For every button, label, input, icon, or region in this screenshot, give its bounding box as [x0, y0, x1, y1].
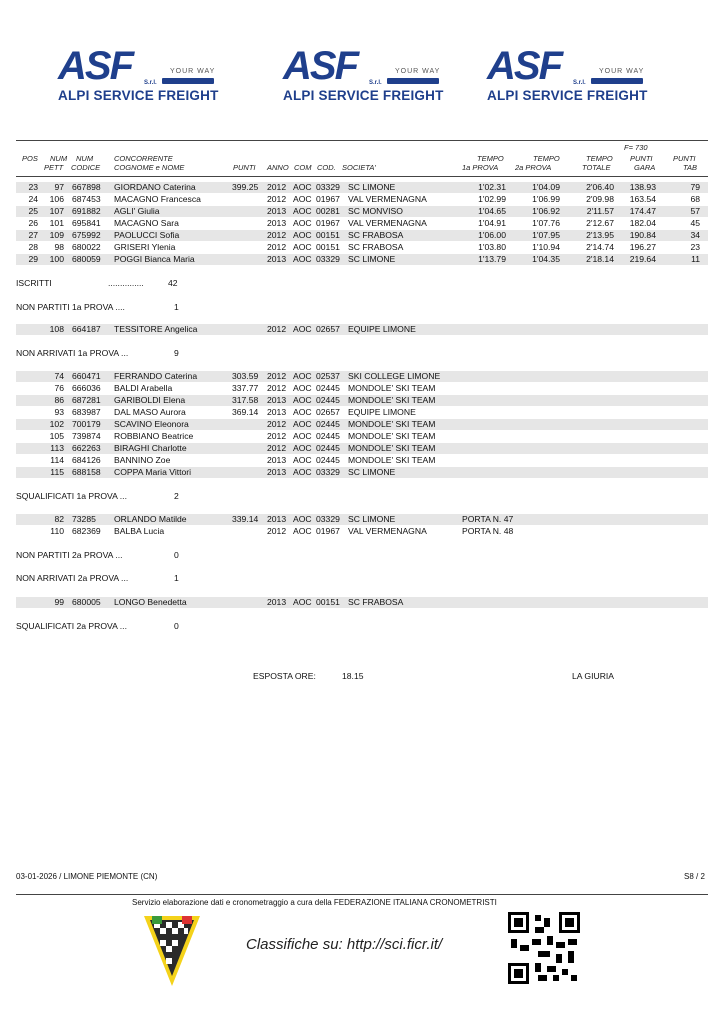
cell-com: AOC: [293, 324, 312, 334]
header-com: COM: [294, 163, 312, 172]
header-codice: CODICE: [71, 163, 101, 172]
cell-pos: 29: [28, 254, 38, 264]
cell-totale: 2'13.95: [586, 230, 614, 240]
cell-pett: 108: [49, 324, 64, 334]
cell-tab: 34: [690, 230, 700, 240]
cell-anno: 2013: [267, 395, 287, 405]
table-row: [16, 419, 708, 430]
cell-codice: 73285: [72, 514, 96, 524]
cell-cod: 01967: [316, 526, 340, 536]
logo-brand: ASF: [58, 44, 132, 88]
cell-societa: MONDOLE' SKI TEAM: [348, 443, 436, 453]
cell-pett: 110: [50, 526, 64, 536]
non-arrivati-2-count: 1: [174, 573, 179, 583]
cell-punti: 303.59: [232, 371, 259, 381]
cell-anno: 2012: [267, 242, 287, 252]
cell-gara: 190.84: [629, 230, 656, 240]
cell-cod: 02445: [316, 383, 340, 393]
cell-codice: 695841: [72, 218, 101, 228]
cell-societa: SC LIMONE: [348, 467, 396, 477]
cell-prova2: 1'06.99: [532, 194, 560, 204]
cell-com: AOC: [293, 218, 312, 228]
cell-nome: ROBBIANO Beatrice: [114, 431, 194, 441]
cell-tab: 11: [691, 254, 700, 264]
cell-nome: TESSITORE Angelica: [114, 324, 198, 334]
cell-anno: 2012: [267, 383, 287, 393]
non-partiti-1-line: [16, 302, 316, 314]
cell-codice: 660471: [72, 371, 101, 381]
table-row: [16, 407, 708, 418]
cell-nome: BALBA Lucia: [114, 526, 165, 536]
cell-anno: 2013: [267, 455, 287, 465]
cell-nome: ORLANDO Matilde: [114, 514, 187, 524]
cell-nome: POGGI Bianca Maria: [114, 254, 195, 264]
table-row: [16, 395, 708, 406]
header-societa: SOCIETA': [342, 163, 376, 172]
cell-nome: SCAVINO Eleonora: [114, 419, 189, 429]
cell-prova1: 1'06.00: [478, 230, 506, 240]
cell-societa: MONDOLE' SKI TEAM: [348, 395, 436, 405]
cell-pos: 24: [28, 194, 38, 204]
cell-cod: 03329: [316, 254, 340, 264]
header-bottom-rule: [16, 176, 708, 177]
cell-societa: SC FRABOSA: [348, 230, 404, 240]
cell-anno: 2013: [267, 206, 287, 216]
footer-page: S8 / 2: [684, 872, 705, 881]
cell-cod: 03329: [316, 182, 340, 192]
iscritti-label: ISCRITTI: [16, 278, 52, 288]
cell-societa: VAL VERMENAGNA: [348, 218, 427, 228]
cell-codice: 688158: [72, 467, 101, 477]
logo-srl: S.r.l.: [369, 80, 382, 86]
cell-nome: LONGO Benedetta: [114, 597, 187, 607]
cell-pos: 27: [28, 230, 38, 240]
table-row: [16, 230, 708, 241]
cell-pos: 23: [28, 182, 38, 192]
cell-prova1: 1'02.31: [478, 182, 506, 192]
header-prova1: 1a PROVA: [462, 163, 499, 172]
table-row: [16, 526, 708, 537]
cell-nome: DAL MASO Aurora: [114, 407, 186, 417]
esposta-time: 18.15: [342, 671, 364, 681]
cell-gara: 219.64: [629, 254, 656, 264]
cell-cod: 01967: [316, 218, 340, 228]
cell-pos: 25: [28, 206, 38, 216]
cell-societa: SC LIMONE: [348, 182, 396, 192]
cell-anno: 2012: [267, 526, 287, 536]
logo-company: ALPI SERVICE FREIGHT: [283, 88, 444, 103]
cell-cod: 03329: [316, 467, 340, 477]
cell-cod: 02445: [316, 443, 340, 453]
cell-gara: 174.47: [629, 206, 656, 216]
table-row: [16, 383, 708, 394]
cell-pett: 86: [54, 395, 64, 405]
table-row: [16, 242, 708, 253]
cell-cod: 02657: [316, 407, 340, 417]
esposta-label: ESPOSTA ORE:: [253, 671, 316, 681]
table-row: [16, 194, 708, 205]
table-row: [16, 206, 708, 217]
cell-pos: 26: [28, 218, 38, 228]
header-cognome: COGNOME e NOME: [114, 163, 185, 172]
cell-anno: 2013: [267, 467, 287, 477]
cell-nome: FERRANDO Caterina: [114, 371, 198, 381]
cell-totale: 2'06.40: [586, 182, 614, 192]
cell-pett: 102: [49, 419, 64, 429]
cell-cod: 02445: [316, 419, 340, 429]
ficr-flag-logo: [140, 912, 204, 988]
cell-anno: 2012: [267, 419, 287, 429]
cell-com: AOC: [293, 455, 312, 465]
cell-com: AOC: [293, 514, 312, 524]
cell-pett: 107: [49, 206, 64, 216]
cell-totale: 2'09.98: [586, 194, 614, 204]
cell-gara: 196.27: [629, 242, 656, 252]
cell-codice: 680005: [72, 597, 101, 607]
squalificati-1-line: [16, 491, 316, 503]
cell-anno: 2012: [267, 371, 287, 381]
cell-societa: EQUIPE LIMONE: [348, 324, 416, 334]
cell-com: AOC: [293, 254, 312, 264]
non-partiti-2-label: NON PARTITI 2a PROVA ...: [16, 550, 123, 560]
cell-nome: PAOLUCCI Sofia: [114, 230, 180, 240]
cell-anno: 2013: [267, 407, 287, 417]
header-pett: PETT: [44, 163, 64, 172]
cell-punti: 369.14: [232, 407, 259, 417]
cell-codice: 666036: [72, 383, 101, 393]
squalificati-1-count: 2: [174, 491, 179, 501]
cell-com: AOC: [293, 467, 312, 477]
footer-service: Servizio elaborazione dati e cronometraggio a cura della FEDERAZIONE ITALIANA CRONOMETRISTI: [132, 898, 497, 907]
cell-tab: 45: [690, 218, 700, 228]
logo-tagline: YOUR WAY: [599, 68, 645, 75]
table-row: [16, 182, 708, 193]
cell-cod: 00151: [316, 597, 340, 607]
header-punti-gara2: GARA: [634, 163, 656, 172]
cell-pett: 76: [54, 383, 64, 393]
cell-com: AOC: [293, 194, 312, 204]
cell-cod: 02537: [316, 371, 340, 381]
cell-pett: 99: [54, 597, 64, 607]
cell-prova1: 1'04.65: [478, 206, 506, 216]
table-row: [16, 597, 708, 608]
table-row: [16, 218, 708, 229]
non-arrivati-1-count: 9: [174, 348, 179, 358]
header-top-rule: [16, 140, 708, 141]
non-partiti-2-count: 0: [174, 550, 179, 560]
squalificati-2-line: [16, 621, 316, 633]
cell-tab: 79: [690, 182, 700, 192]
header-punti-tab2: TAB: [683, 163, 698, 172]
cell-nome: BANNINO Zoe: [114, 455, 171, 465]
cell-pett: 105: [49, 431, 64, 441]
cell-com: AOC: [293, 419, 312, 429]
cell-note: PORTA N. 48: [462, 526, 514, 536]
cell-nome: BALDI Arabella: [114, 383, 173, 393]
cell-societa: MONDOLE' SKI TEAM: [348, 383, 436, 393]
logo-tagline: YOUR WAY: [170, 68, 216, 75]
cell-nome: MACAGNO Sara: [114, 218, 179, 228]
cell-societa: MONDOLE' SKI TEAM: [348, 419, 436, 429]
iscritti-dots: ...............: [108, 278, 144, 288]
cell-anno: 2013: [267, 597, 287, 607]
cell-nome: GIORDANO Caterina: [114, 182, 196, 192]
table-row: [16, 431, 708, 442]
cell-anno: 2012: [267, 194, 287, 204]
cell-societa: MONDOLE' SKI TEAM: [348, 455, 436, 465]
cell-com: AOC: [293, 230, 312, 240]
squalificati-2-label: SQUALIFICATI 2a PROVA ...: [16, 621, 127, 631]
cell-tab: 68: [690, 194, 700, 204]
footer-rule: [16, 894, 708, 895]
cell-com: AOC: [293, 242, 312, 252]
truck-icon: [162, 78, 214, 84]
cell-codice: 684126: [72, 455, 101, 465]
cell-nome: MACAGNO Francesca: [114, 194, 201, 204]
cell-prova2: 1'06.92: [532, 206, 560, 216]
cell-com: AOC: [293, 431, 312, 441]
cell-pett: 106: [49, 194, 64, 204]
cell-codice: 667898: [72, 182, 101, 192]
cell-com: AOC: [293, 206, 312, 216]
cell-anno: 2013: [267, 218, 287, 228]
non-partiti-1-label: NON PARTITI 1a PROVA ....: [16, 302, 125, 312]
cell-gara: 163.54: [629, 194, 656, 204]
header-anno: ANNO: [267, 163, 289, 172]
cell-nome: AGLI' Giulia: [114, 206, 160, 216]
truck-icon: [387, 78, 439, 84]
cell-totale: 2'18.14: [586, 254, 614, 264]
cell-cod: 03329: [316, 514, 340, 524]
cell-cod: 01967: [316, 194, 340, 204]
cell-gara: 182.04: [629, 218, 656, 228]
header-cod: COD.: [317, 163, 336, 172]
cell-codice: 700179: [72, 419, 101, 429]
qr-code[interactable]: [508, 912, 580, 984]
iscritti-line: [16, 278, 316, 290]
table-row: [16, 371, 708, 382]
table-row: [16, 455, 708, 466]
cell-cod: 00151: [316, 230, 340, 240]
cell-prova1: 1'02.99: [478, 194, 506, 204]
cell-prova1: 1'13.79: [478, 254, 506, 264]
cell-tab: 57: [690, 206, 700, 216]
cell-codice: 682369: [72, 526, 101, 536]
cell-com: AOC: [293, 526, 312, 536]
cell-anno: 2013: [267, 514, 287, 524]
cell-prova2: 1'10.94: [532, 242, 560, 252]
cell-codice: 739874: [72, 431, 101, 441]
cell-societa: SC LIMONE: [348, 254, 396, 264]
cell-punti: 317.58: [232, 395, 259, 405]
cell-pett: 74: [54, 371, 64, 381]
cell-societa: SKI COLLEGE LIMONE: [348, 371, 441, 381]
cell-pett: 114: [50, 455, 64, 465]
cell-pett: 97: [54, 182, 64, 192]
asf-logo-2: [283, 46, 443, 106]
cell-pett: 98: [54, 242, 64, 252]
cell-cod: 02445: [316, 431, 340, 441]
header-punti-tab1: PUNTI: [673, 154, 696, 163]
footer-date-place: 03-01-2026 / LIMONE PIEMONTE (CN): [16, 872, 158, 881]
header-concorrente: CONCORRENTE: [114, 154, 173, 163]
cell-tab: 23: [690, 242, 700, 252]
cell-cod: 02445: [316, 455, 340, 465]
logo-brand: ASF: [487, 44, 561, 88]
cell-codice: 680022: [72, 242, 101, 252]
cell-com: AOC: [293, 395, 312, 405]
cell-societa: VAL VERMENAGNA: [348, 526, 427, 536]
cell-nome: GARIBOLDI Elena: [114, 395, 186, 405]
logo-tagline: YOUR WAY: [395, 68, 441, 75]
footer-classifiche[interactable]: Classifiche su: http://sci.ficr.it/: [246, 936, 443, 953]
logo-srl: S.r.l.: [144, 80, 157, 86]
header-num2: NUM: [76, 154, 94, 163]
header-prova2: 2a PROVA: [515, 163, 552, 172]
cell-societa: SC LIMONE: [348, 514, 396, 524]
truck-icon: [591, 78, 643, 84]
cell-nome: BIRAGHI Charlotte: [114, 443, 187, 453]
cell-anno: 2012: [267, 182, 287, 192]
cell-totale: 2'11.57: [586, 206, 614, 216]
table-row: [16, 514, 708, 525]
logo-srl: S.r.l.: [573, 80, 586, 86]
squalificati-2-count: 0: [174, 621, 179, 631]
asf-logo-1: [58, 46, 218, 106]
logo-company: ALPI SERVICE FREIGHT: [487, 88, 648, 103]
cell-com: AOC: [293, 371, 312, 381]
header-tempo2: TEMPO: [533, 154, 560, 163]
cell-punti: 399.25: [232, 182, 259, 192]
cell-totale: 2'14.74: [586, 242, 614, 252]
cell-codice: 687281: [72, 395, 101, 405]
cell-anno: 2012: [267, 443, 287, 453]
table-row: [16, 324, 708, 335]
non-arrivati-2-line: [16, 573, 316, 585]
header-tempo3: TEMPO: [586, 154, 613, 163]
cell-cod: 02657: [316, 324, 340, 334]
table-row: [16, 443, 708, 454]
cell-codice: 691882: [72, 206, 101, 216]
cell-com: AOC: [293, 182, 312, 192]
asf-logo-3: [487, 46, 647, 106]
cell-com: AOC: [293, 407, 312, 417]
cell-punti: 337.77: [232, 383, 259, 393]
cell-societa: MONDOLE' SKI TEAM: [348, 431, 436, 441]
cell-codice: 683987: [72, 407, 101, 417]
cell-pett: 115: [50, 467, 64, 477]
cell-pett: 109: [49, 230, 64, 240]
non-arrivati-1-label: NON ARRIVATI 1a PROVA ...: [16, 348, 129, 358]
cell-societa: VAL VERMENAGNA: [348, 194, 427, 204]
table-row: [16, 467, 708, 478]
header-punti: PUNTI: [233, 163, 256, 172]
cell-com: AOC: [293, 383, 312, 393]
cell-anno: 2012: [267, 431, 287, 441]
cell-prova2: 1'07.76: [532, 218, 560, 228]
cell-com: AOC: [293, 597, 312, 607]
cell-societa: EQUIPE LIMONE: [348, 407, 416, 417]
header-pos: POS: [22, 154, 38, 163]
cell-pos: 28: [28, 242, 38, 252]
cell-pett: 93: [54, 407, 64, 417]
cell-cod: 00151: [316, 242, 340, 252]
cell-anno: 2012: [267, 324, 287, 334]
cell-pett: 82: [54, 514, 64, 524]
non-partiti-2-line: [16, 550, 316, 562]
cell-nome: GRISERI Ylenia: [114, 242, 176, 252]
header-factor: F= 730: [624, 143, 648, 152]
cell-prova2: 1'04.35: [532, 254, 560, 264]
non-arrivati-2-label: NON ARRIVATI 2a PROVA ...: [16, 573, 129, 583]
cell-codice: 687453: [72, 194, 101, 204]
logo-brand: ASF: [283, 44, 357, 88]
cell-pett: 100: [49, 254, 64, 264]
header-num1: NUM: [50, 154, 68, 163]
header-punti-gara1: PUNTI: [630, 154, 653, 163]
cell-codice: 664187: [72, 324, 101, 334]
cell-prova1: 1'03.80: [478, 242, 506, 252]
cell-cod: 02445: [316, 395, 340, 405]
cell-anno: 2013: [267, 254, 287, 264]
cell-pett: 113: [50, 443, 64, 453]
iscritti-count: 42: [168, 278, 178, 288]
cell-gara: 138.93: [629, 182, 656, 192]
cell-societa: SC FRABOSA: [348, 242, 404, 252]
cell-cod: 00281: [316, 206, 340, 216]
squalificati-1-label: SQUALIFICATI 1a PROVA ...: [16, 491, 127, 501]
cell-pett: 101: [49, 218, 64, 228]
giuria-label: LA GIURIA: [572, 671, 615, 681]
cell-com: AOC: [293, 443, 312, 453]
cell-prova1: 1'04.91: [478, 218, 506, 228]
cell-nome: COPPA Maria Vittori: [114, 467, 192, 477]
cell-codice: 662263: [72, 443, 101, 453]
cell-punti: 339.14: [232, 514, 259, 524]
cell-anno: 2012: [267, 230, 287, 240]
cell-societa: SC FRABOSA: [348, 597, 404, 607]
cell-note: PORTA N. 47: [462, 514, 514, 524]
non-partiti-1-count: 1: [174, 302, 179, 312]
cell-totale: 2'12.67: [586, 218, 614, 228]
cell-codice: 680059: [72, 254, 101, 264]
cell-societa: SC MONVISO: [348, 206, 403, 216]
table-row: [16, 254, 708, 265]
logo-company: ALPI SERVICE FREIGHT: [58, 88, 219, 103]
cell-prova2: 1'04.09: [532, 182, 560, 192]
header-tempo1: TEMPO: [477, 154, 504, 163]
cell-prova2: 1'07.95: [532, 230, 560, 240]
non-arrivati-1-line: [16, 348, 316, 360]
cell-codice: 675992: [72, 230, 101, 240]
header-totale: TOTALE: [582, 163, 611, 172]
